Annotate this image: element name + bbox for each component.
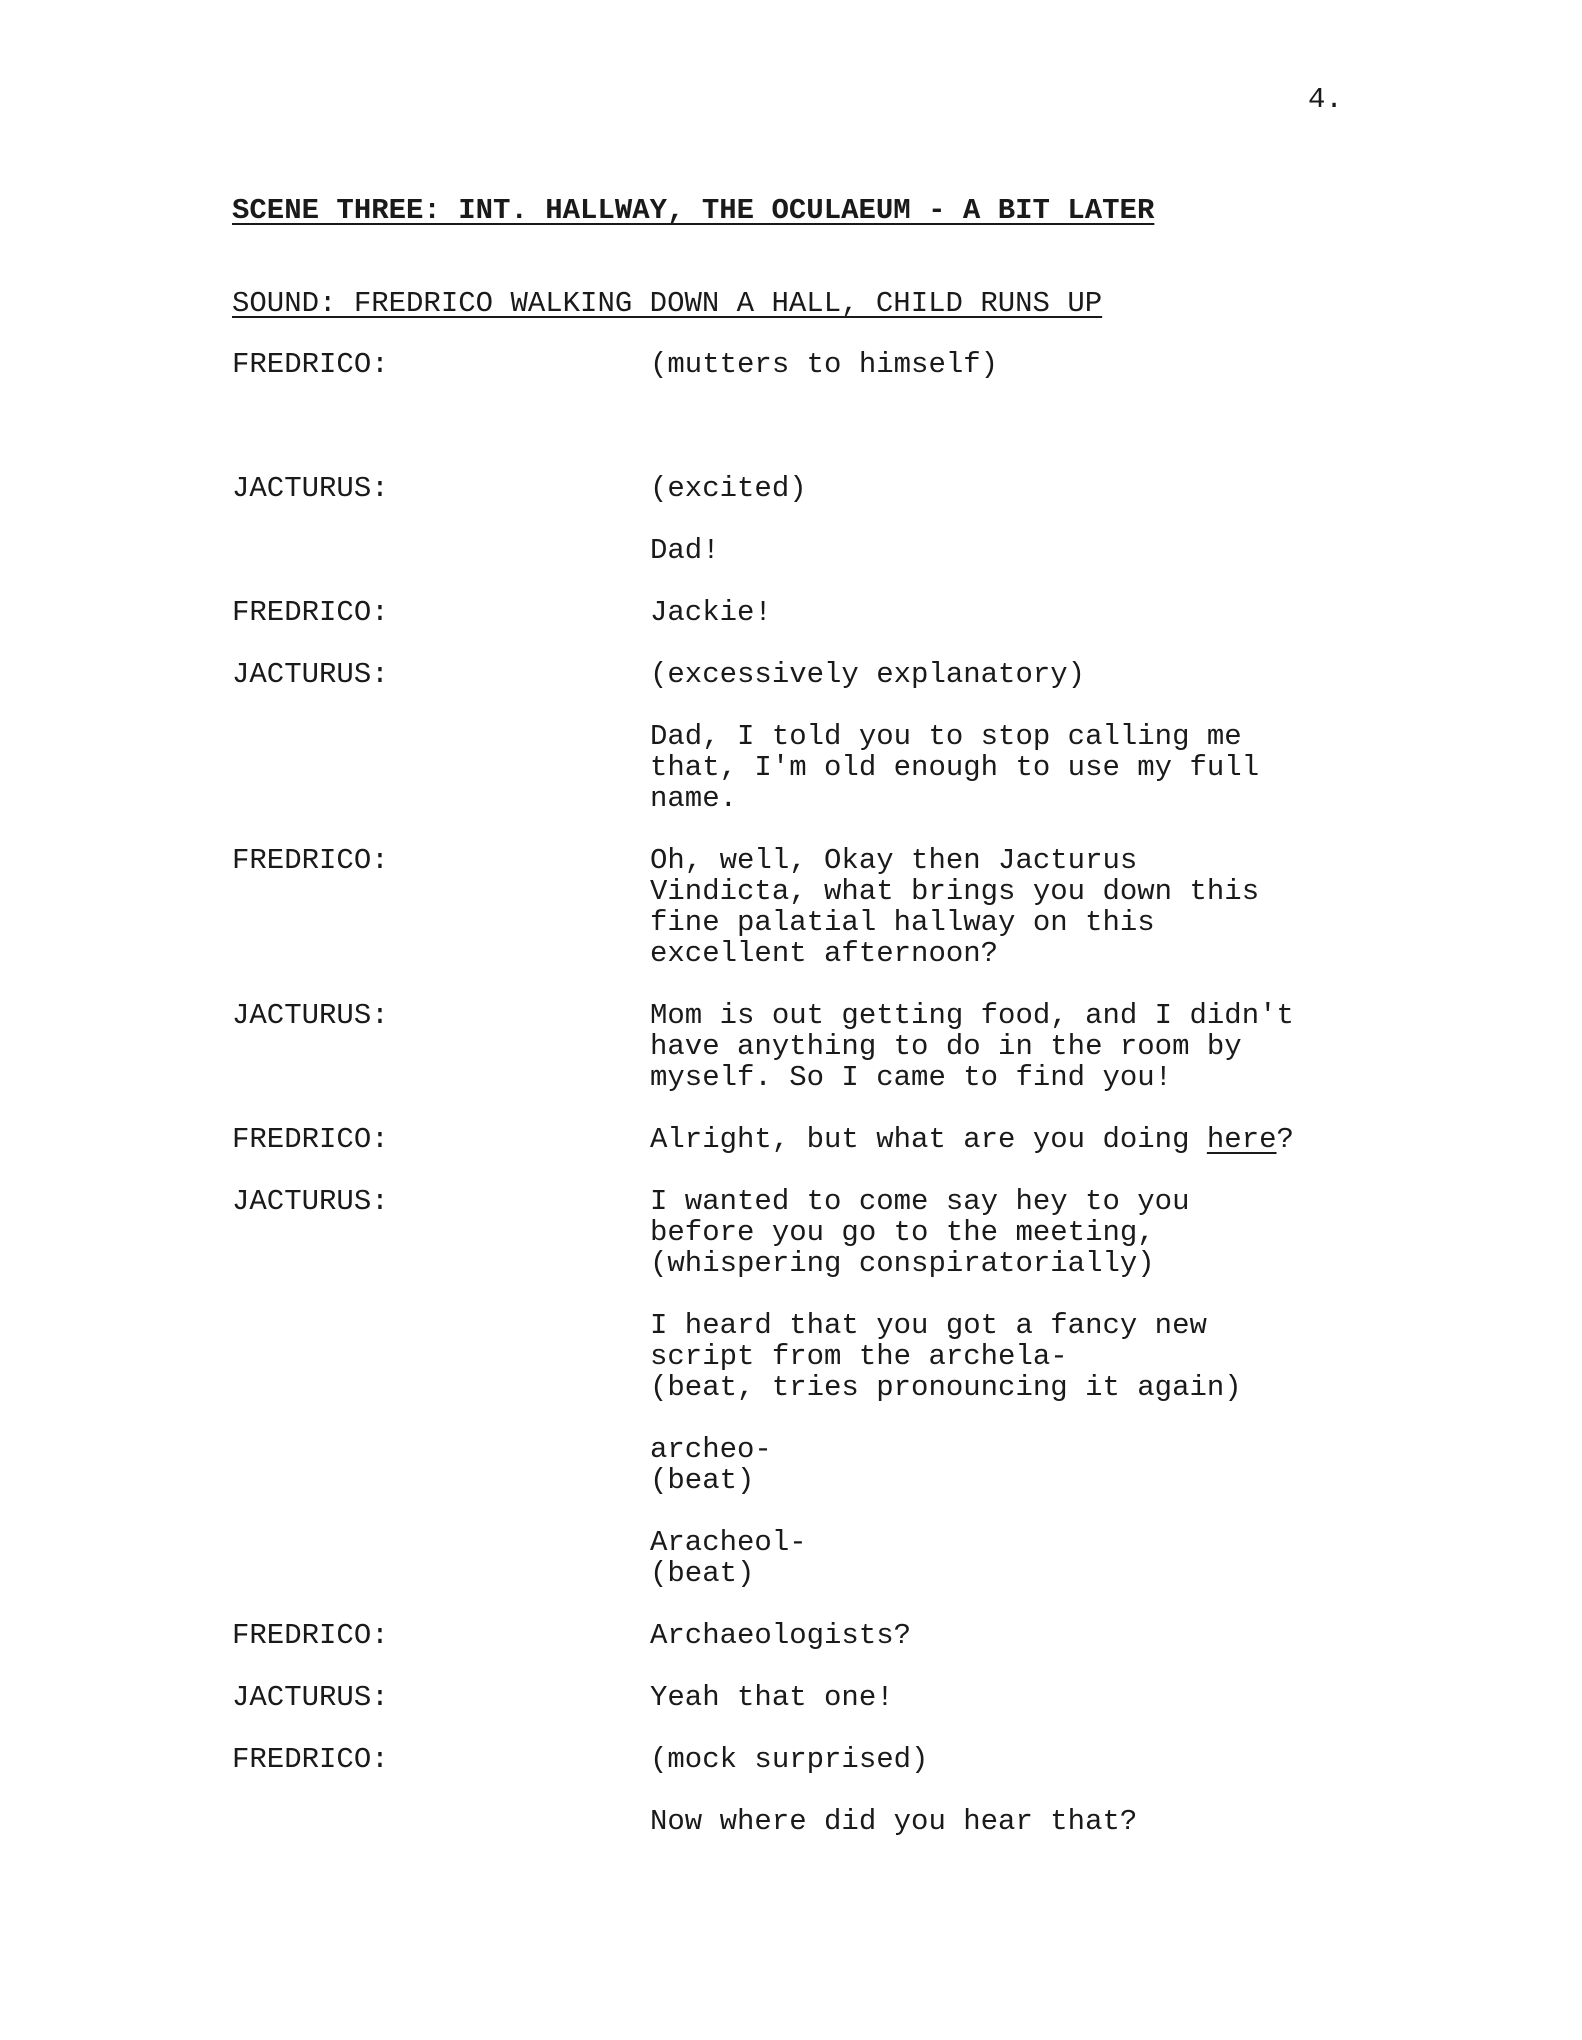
dialogue-text: Yeah that one! bbox=[650, 1681, 894, 1714]
dialogue-text: Now where did you hear that? bbox=[650, 1805, 1138, 1838]
speaker-name: FREDRICO: bbox=[232, 1619, 389, 1652]
speaker-name: FREDRICO: bbox=[232, 844, 389, 877]
dialogue-text: archeo- (beat) bbox=[650, 1433, 772, 1497]
dialogue-text bbox=[650, 1124, 1370, 1155]
dialogue-text-part: ? bbox=[1276, 1123, 1294, 1156]
speaker-name: FREDRICO: bbox=[232, 1123, 389, 1156]
dialogue-text: Aracheol- (beat) bbox=[650, 1526, 807, 1590]
speaker-name: JACTURUS: bbox=[232, 472, 389, 505]
speaker-name: JACTURUS: bbox=[232, 999, 389, 1032]
dialogue-text: (mutters to himself) bbox=[650, 348, 999, 381]
dialogue-text: I heard that you got a fancy new script from the archela- (beat, tries pronouncing it again) bbox=[650, 1309, 1242, 1404]
speaker-name: JACTURUS: bbox=[232, 1185, 389, 1218]
dialogue-text: I wanted to come say hey to you before you go to the meeting, (whispering conspiratorially) bbox=[650, 1185, 1190, 1280]
dialogue-text: Oh, well, Okay then Jacturus Vindicta, what brings you down this fine palatial hallway on this excellent afternoon? bbox=[650, 844, 1260, 970]
speaker-name: FREDRICO: bbox=[232, 348, 389, 381]
speaker-name: JACTURUS: bbox=[232, 658, 389, 691]
sound-cue: SOUND: FREDRICO WALKING DOWN A HALL, CHILD RUNS UP bbox=[232, 287, 1103, 320]
speaker-name: JACTURUS: bbox=[232, 1681, 389, 1714]
speaker-name: FREDRICO: bbox=[232, 1743, 389, 1776]
dialogue-text: Dad, I told you to stop calling me that, I'm old enough to use my full name. bbox=[650, 720, 1260, 815]
dialogue-text: (excessively explanatory) bbox=[650, 658, 1086, 691]
dialogue-text: (mock surprised) bbox=[650, 1743, 929, 1776]
emphasized-word: here bbox=[1206, 1123, 1277, 1156]
scene-heading: SCENE THREE: INT. HALLWAY, THE OCULAEUM - A BIT LATER bbox=[232, 194, 1155, 227]
page-number: 4. bbox=[1308, 83, 1343, 116]
dialogue-text: (excited) bbox=[650, 472, 807, 505]
dialogue-text: Mom is out getting food, and I didn't have anything to do in the room by myself. So I came to find you! bbox=[650, 999, 1294, 1094]
speaker-name: FREDRICO: bbox=[232, 596, 389, 629]
dialogue-text: Dad! bbox=[650, 534, 720, 567]
dialogue-text: Archaeologists? bbox=[650, 1619, 912, 1652]
dialogue-text: Jackie! bbox=[650, 596, 772, 629]
dialogue-text-part: Alright, but what are you doing bbox=[650, 1123, 1207, 1156]
